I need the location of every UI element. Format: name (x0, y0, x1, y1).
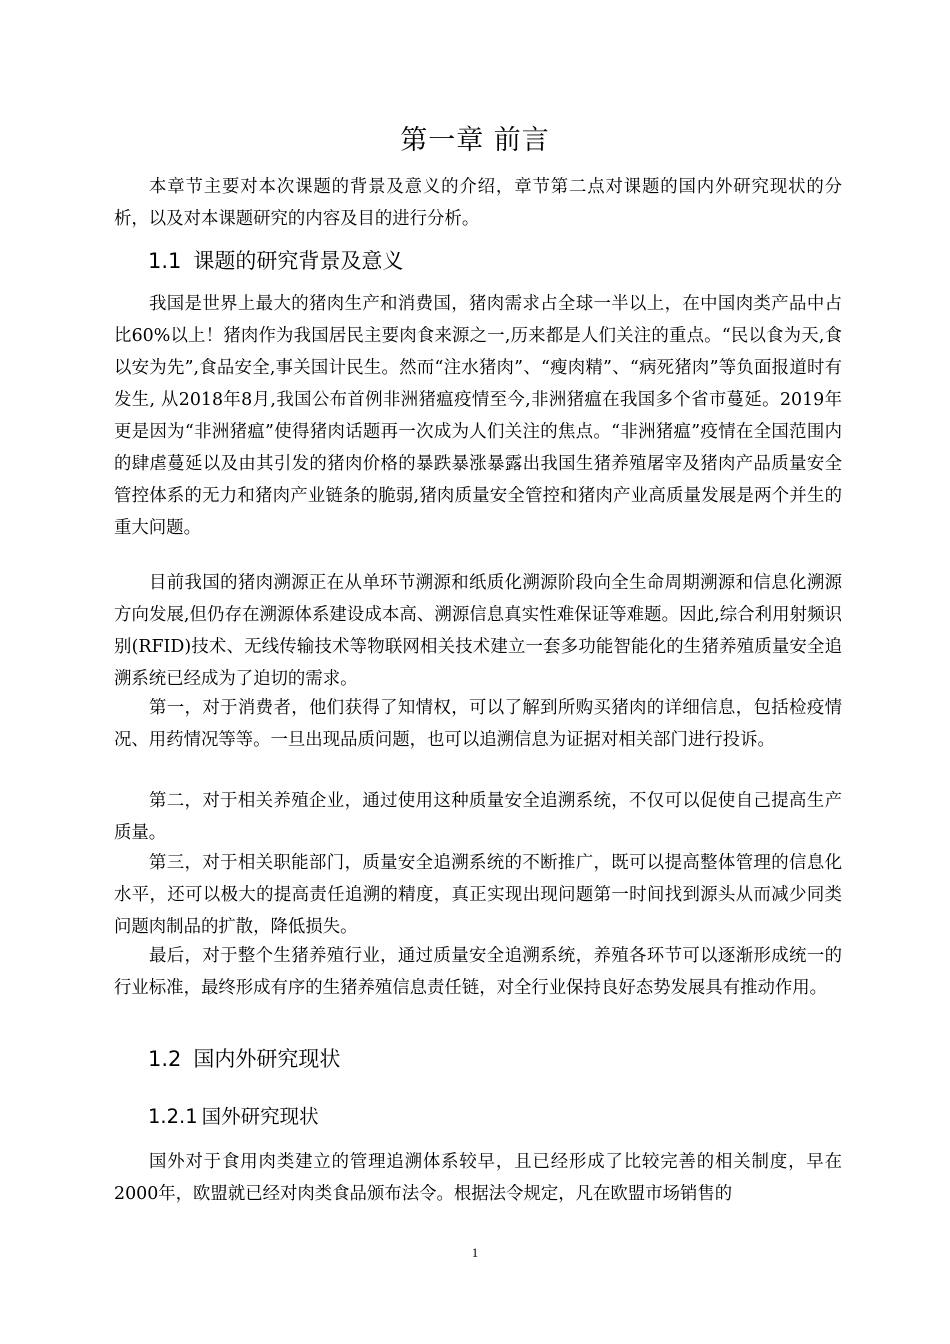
section-title: 国内外研究现状 (193, 1047, 341, 1071)
section-heading-1-2 (148, 1043, 340, 1073)
body-paragraph: 第三，对于相关职能部门，质量安全追溯系统的不断推广，既可以提高整体管理的信息化水平，还可以极大的提高责任追溯的精度，真正实现出现问题第一时间找到源头从而减少同类问题肉制品的扩散，降低损失。 (114, 853, 842, 937)
chapter-intro-paragraph: 本章节主要对本次课题的背景及意义的介绍，章节第二点对课题的国内外研究现状的分析，以及对本课题研究的内容及目的进行分析。 (114, 177, 842, 229)
body-paragraph: 第一，对于消费者，他们获得了知情权，可以了解到所购买猪肉的详细信息，包括检疫情况、用药情况等等。一旦出现品质问题，也可以追溯信息为证据对相关部门进行投诉。 (114, 698, 842, 750)
section-title: 课题的研究背景及意义 (193, 249, 404, 273)
section-number: 1.1 (148, 249, 182, 273)
subsection-heading-1-2-1 (148, 1101, 319, 1129)
section-number: 1.2 (148, 1047, 182, 1071)
subsection-number: 1.2.1 (148, 1105, 198, 1128)
body-paragraph: 我国是世界上最大的猪肉生产和消费国，猪肉需求占全球一半以上，在中国肉类产品中占比60%以上！猪肉作为我国居民主要肉食来源之一,历来都是人们关注的重点。“民以食为天,食以安为先”,食品安全,事关国计民生。然而“注水猪肉”、“瘦肉精”、“病死猪肉”等负面报道时有发生, 从2018年8月,我国公布首例非洲猪瘟疫情至今,非洲猪瘟在我国多个省市蔓延。2019年更是因为“非洲猪瘟”使得猪肉话题再一次成为人们关注的焦点。“非洲猪瘟”疫情在全国范围内的肆虐蔓延以及由其引发的猪肉价格的暴跌暴涨暴露出我国生猪养殖屠宰及猪肉产品质量安全管控体系的无力和猪肉产业链条的脆弱,猪肉质量安全管控和猪肉产业高质量发展是两个并生的重大问题。 (114, 294, 842, 538)
page-number: 1 (471, 1245, 479, 1260)
body-paragraph: 国外对于食用肉类建立的管理追溯体系较早，且已经形成了比较完善的相关制度，早在2000年，欧盟就已经对肉类食品颁布法令。根据法令规定，凡在欧盟市场销售的 (114, 1152, 842, 1204)
body-paragraph: 第二，对于相关养殖企业，通过使用这种质量安全追溯系统，不仅可以促使自己提高生产质量。 (114, 791, 842, 843)
subsection-title: 国外研究现状 (201, 1105, 319, 1128)
section-heading-1-1 (148, 245, 403, 275)
body-paragraph: 目前我国的猪肉溯源正在从单环节溯源和纸质化溯源阶段向全生命周期溯源和信息化溯源方向发展,但仍存在溯源体系建设成本高、溯源信息真实性难保证等难题。因此,综合利用射频识别(RFID)技术、无线传输技术等物联网相关技术建立一套多功能智能化的生猪养殖质量安全追溯系统已经成为了迫切的需求。 (114, 573, 842, 689)
body-paragraph: 最后，对于整个生猪养殖行业，通过质量安全追溯系统，养殖各环节可以逐渐形成统一的行业标准，最终形成有序的生猪养殖信息责任链，对全行业保持良好态势发展具有推动作用。 (114, 946, 842, 998)
chapter-title: 第一章 前言 (400, 125, 550, 156)
